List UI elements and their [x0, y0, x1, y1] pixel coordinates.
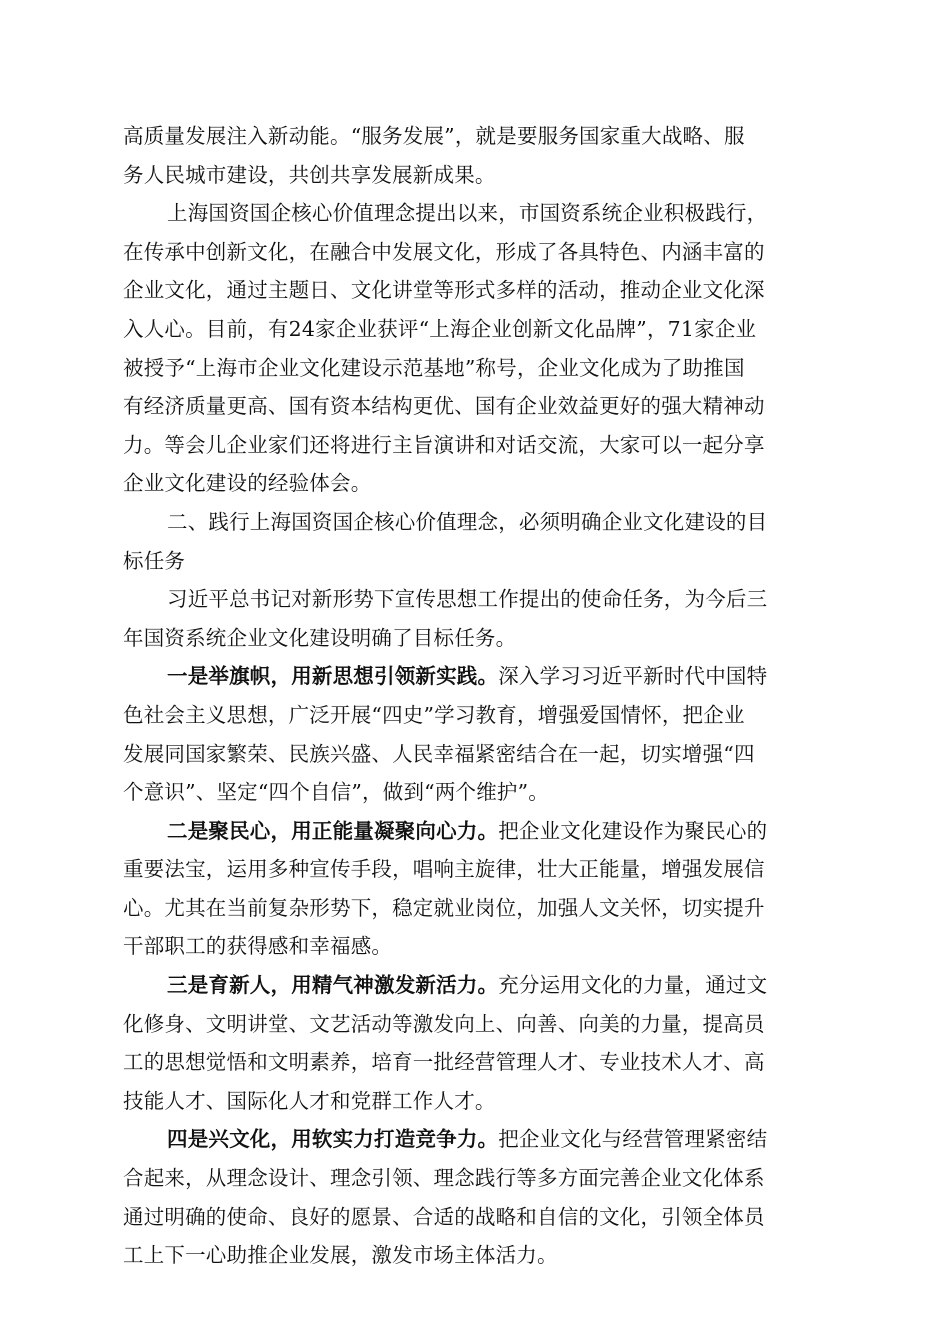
text-line: 重要法宝，运用多种宣传手段，唱响主旋律，壮大正能量，增强发展信: [123, 857, 765, 882]
document-page: [123, 117, 838, 1275]
point-1-lead: 一是举旗帜，用新思想引领新实践。: [167, 664, 499, 689]
point-2-lead: 二是聚民心，用正能量凝聚向心力。: [167, 818, 499, 843]
point-4-lead: 四是兴文化，用软实力打造竞争力。: [167, 1127, 499, 1152]
text-line: 工的思想觉悟和文明素养，培育一批经营管理人才、专业技术人才、高: [123, 1050, 765, 1075]
point-3-lead: 三是育新人，用精气神激发新活力。: [167, 973, 499, 998]
text-line: 入人心。目前，有24家企业获评“上海企业创新文化品牌”，71家企业: [123, 316, 757, 341]
text-line: 心。尤其在当前复杂形势下，稳定就业岗位，加强人文关怀，切实提升: [123, 895, 765, 920]
text-line: 通过明确的使命、良好的愿景、合适的战略和自信的文化，引领全体员: [123, 1204, 765, 1229]
text-line: 在传承中创新文化，在融合中发展文化，形成了各具特色、内涵丰富的: [123, 239, 765, 264]
text-line: 工上下一心助推企业发展，激发市场主体活力。: [123, 1243, 558, 1268]
text-line: 个意识”、坚定“四个自信”，做到“两个维护”。: [123, 780, 549, 805]
text-line: 技能人才、国际化人才和党群工作人才。: [123, 1088, 496, 1113]
text-line: 力。等会儿企业家们还将进行主旨演讲和对话交流，大家可以一起分享: [123, 432, 765, 457]
point-1-text: 深入学习习近平新时代中国特: [498, 664, 768, 689]
text-line: 企业文化建设的经验体会。: [123, 471, 372, 496]
text-line: 化修身、文明讲堂、文艺活动等激发向上、向善、向美的力量，提高员: [123, 1011, 765, 1036]
text-line: 习近平总书记对新形势下宣传思想工作提出的使命任务，为今后三: [167, 587, 768, 612]
section-heading: 二、践行上海国资国企核心价值理念，必须明确企业文化建设的目: [167, 509, 768, 534]
text-line: 上海国资国企核心价值理念提出以来，市国资系统企业积极践行，: [167, 201, 768, 226]
text-line: 发展同国家繁荣、民族兴盛、人民幸福紧密结合在一起，切实增强“四: [123, 741, 755, 766]
text-line: 色社会主义思想，广泛开展“四史”学习教育，增强爱国情怀，把企业: [123, 702, 745, 727]
text-line: 年国资系统企业文化建设明确了目标任务。: [123, 625, 517, 650]
point-3-text: 充分运用文化的力量，通过文: [498, 973, 768, 998]
text-line: 企业文化，通过主题日、文化讲堂等形式多样的活动，推动企业文化深: [123, 278, 765, 303]
point-1-line: [123, 657, 838, 696]
point-2-text: 把企业文化建设作为聚民心的: [498, 818, 768, 843]
section-heading-cont: 标任务: [123, 548, 186, 573]
point-3-line: [123, 966, 838, 1005]
text-line: 合起来，从理念设计、理念引领、理念践行等多方面完善企业文化体系: [123, 1166, 765, 1191]
text-line: 被授予“上海市企业文化建设示范基地”称号，企业文化成为了助推国: [123, 355, 745, 380]
text-line: 有经济质量更高、国有资本结构更优、国有企业效益更好的强大精神动: [123, 394, 765, 419]
text-line: 干部职工的获得感和幸福感。: [123, 934, 393, 959]
point-4-line: [123, 1120, 838, 1159]
point-2-line: [123, 812, 838, 851]
point-4-text: 把企业文化与经营管理紧密结: [498, 1127, 768, 1152]
text-line: 高质量发展注入新动能。“服务发展”，就是要服务国家重大战略、服: [123, 124, 745, 148]
text-line: 务人民城市建设，共创共享发展新成果。: [123, 162, 496, 187]
